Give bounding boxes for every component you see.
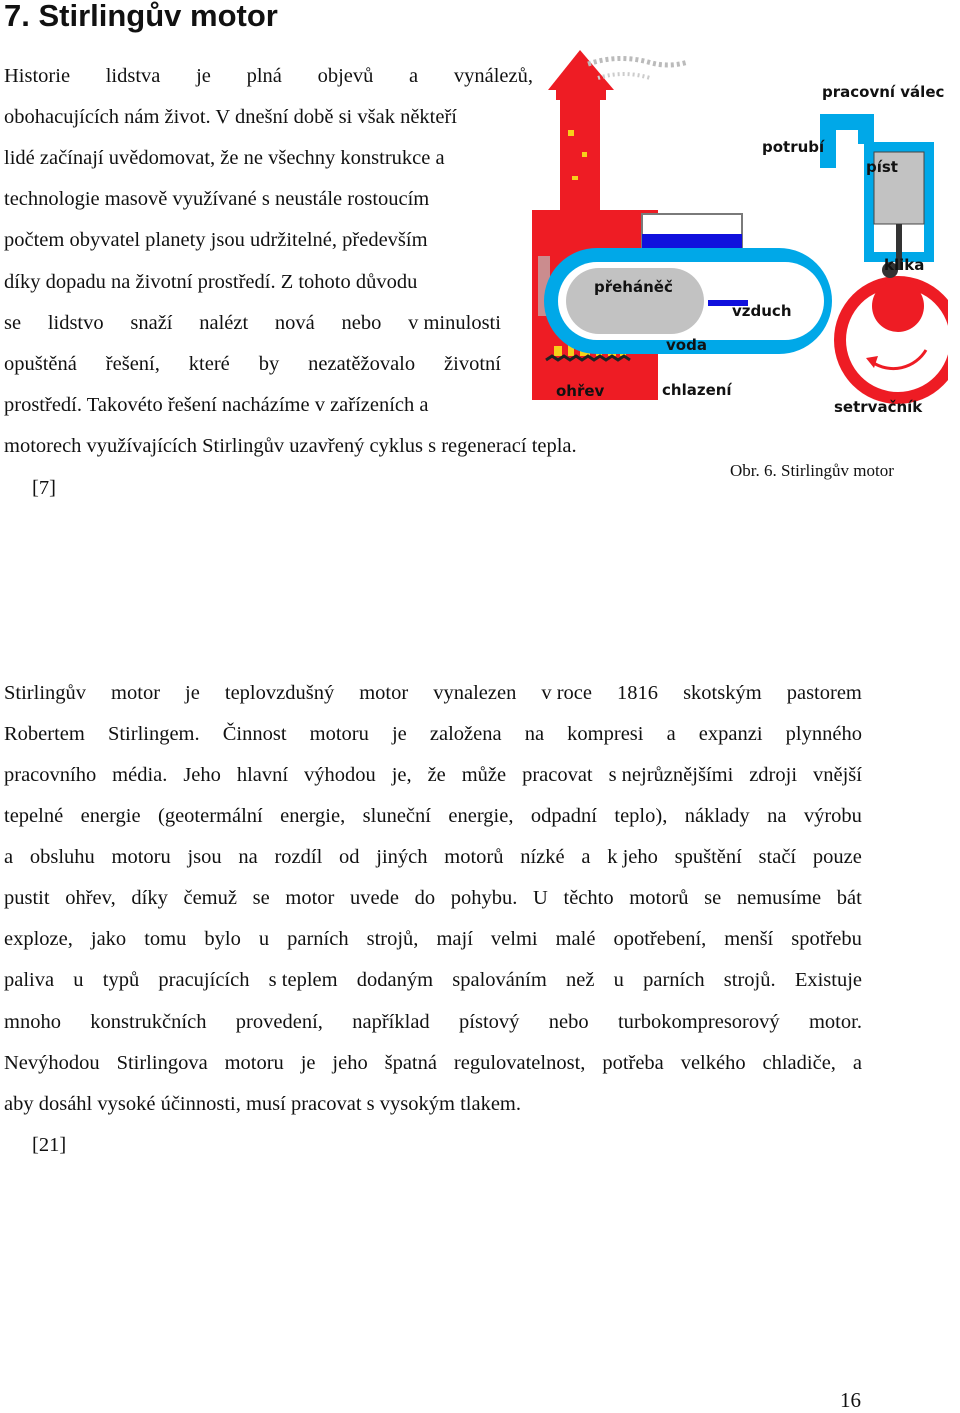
para2-reference: [21] — [32, 1134, 67, 1156]
word: velkého — [680, 1052, 746, 1074]
word: pustit — [4, 887, 50, 909]
word: tomu — [144, 928, 187, 950]
word: a — [581, 846, 591, 868]
word: spuštění — [674, 846, 742, 868]
word: stačí — [758, 846, 797, 868]
para2-line-6 — [4, 886, 862, 910]
word: chladiče, — [762, 1052, 836, 1074]
crank-icon — [872, 280, 924, 332]
label-working-cylinder: pracovní válec — [822, 83, 945, 101]
word: uvede — [350, 887, 399, 909]
word: nízké — [520, 846, 565, 868]
word: v minulosti — [408, 312, 501, 334]
word: snaží — [130, 312, 173, 334]
para2-line-4 — [4, 804, 862, 828]
para2-line-2 — [4, 722, 862, 746]
word: energie, — [280, 805, 346, 827]
word: díky — [131, 887, 168, 909]
word: na — [238, 846, 258, 868]
label-pipe: potrubí — [762, 138, 825, 156]
word: regulovatelnost, — [453, 1052, 586, 1074]
word: plná — [246, 65, 282, 87]
word: a — [4, 846, 14, 868]
label-flywheel: setrvačník — [834, 398, 923, 416]
word: U — [533, 887, 548, 909]
word: motor — [285, 887, 335, 909]
word: může — [461, 764, 507, 786]
word: lidstva — [105, 65, 161, 87]
stirling-engine-diagram — [528, 44, 948, 420]
word: malé — [555, 928, 596, 950]
intro-line-7 — [4, 311, 501, 335]
word: pracovat — [522, 764, 593, 786]
word: provedení, — [235, 1011, 323, 1033]
word: 1816 — [617, 682, 659, 704]
word: nalézt — [199, 312, 249, 334]
word: zdroji — [749, 764, 798, 786]
word: bylo — [204, 928, 241, 950]
label-displacer: přeháněč — [594, 278, 673, 296]
intro-line-1 — [4, 64, 533, 88]
word: s nejrůznějšími — [608, 764, 734, 786]
word: s teplem — [268, 969, 338, 991]
word: životní — [444, 353, 501, 375]
para2-line-8 — [4, 968, 862, 992]
word: konstrukčních — [90, 1011, 207, 1033]
para2-line-11: aby dosáhl vysoké účinnosti, musí pracovat s vysokým tlakem. — [4, 1093, 521, 1115]
intro-line-10: motorech využívajících Stirlingův uzavřený cyklus s regenerací tepla. — [4, 435, 577, 457]
chimney-icon — [548, 50, 688, 210]
word: vnější — [812, 764, 862, 786]
word: vynalezen — [433, 682, 517, 704]
word: Stirlingem. — [107, 723, 200, 745]
word: Existuje — [794, 969, 862, 991]
label-air: vzduch — [732, 302, 792, 320]
label-crank: klika — [884, 256, 925, 274]
word: k jeho — [607, 846, 658, 868]
word: náklady — [684, 805, 750, 827]
word: expanzi — [698, 723, 763, 745]
word: je — [391, 723, 407, 745]
word: sluneční — [362, 805, 431, 827]
word: Činnost — [222, 723, 287, 745]
word: se — [252, 887, 270, 909]
label-cooling: chlazení — [662, 381, 732, 399]
word: pracujících — [158, 969, 250, 991]
word: mají — [436, 928, 473, 950]
word: energie, — [448, 805, 514, 827]
word: parních — [643, 969, 705, 991]
word: bát — [836, 887, 862, 909]
word: strojů, — [366, 928, 419, 950]
word: a — [666, 723, 676, 745]
word: objevů — [317, 65, 374, 87]
word: opotřebení, — [613, 928, 707, 950]
para2-line-5 — [4, 845, 862, 869]
word: spotřebu — [791, 928, 862, 950]
word: turbokompresorový — [617, 1011, 780, 1033]
word: nebo — [341, 312, 382, 334]
word: pohybu. — [450, 887, 518, 909]
word: Jeho — [183, 764, 221, 786]
para2-line-1 — [4, 681, 862, 705]
word: je — [196, 65, 211, 87]
word: než — [565, 969, 595, 991]
word: nová — [274, 312, 315, 334]
word: média. — [112, 764, 168, 786]
word: vynálezů, — [453, 65, 533, 87]
word: na — [767, 805, 787, 827]
intro-line-3: lidé začínají uvědomovat, že ne všechny konstrukce a — [4, 147, 445, 169]
word: Historie — [4, 65, 71, 87]
label-piston: píst — [866, 158, 898, 176]
word: je — [185, 682, 200, 704]
word: motoru — [309, 723, 369, 745]
section-heading: 7. Stirlingův motor — [4, 0, 278, 33]
word: nezatěžovalo — [308, 353, 416, 375]
intro-reference: [7] — [32, 477, 56, 499]
word: typů — [102, 969, 140, 991]
figure-caption: Obr. 6. Stirlingův motor — [730, 461, 894, 480]
word: motor. — [808, 1011, 862, 1033]
word: strojů. — [723, 969, 776, 991]
word: rozdíl — [274, 846, 323, 868]
word: a — [409, 65, 419, 87]
word: do — [414, 887, 436, 909]
word: paliva — [4, 969, 55, 991]
word: pouze — [812, 846, 862, 868]
word: skotským — [683, 682, 762, 704]
word: tepelné — [4, 805, 64, 827]
word: plynného — [785, 723, 862, 745]
pipe-icon — [828, 122, 866, 168]
word: čemuž — [183, 887, 237, 909]
word: motor — [111, 682, 161, 704]
word: obsluhu — [29, 846, 95, 868]
word: u — [73, 969, 84, 991]
word: hlavní — [236, 764, 289, 786]
word: dodaným — [356, 969, 434, 991]
word: výhodou — [304, 764, 376, 786]
word: odpadní — [530, 805, 597, 827]
para2-line-9 — [4, 1010, 862, 1034]
word: u — [258, 928, 270, 950]
intro-line-8 — [4, 352, 501, 376]
word: velmi — [490, 928, 538, 950]
label-heating: ohřev — [556, 382, 605, 400]
word: motorů — [444, 846, 504, 868]
page-number: 16 — [840, 1388, 861, 1412]
word: kompresi — [567, 723, 644, 745]
word: Nevýhodou — [4, 1052, 100, 1074]
word: pastorem — [786, 682, 862, 704]
word: a — [852, 1052, 862, 1074]
word: špatná — [384, 1052, 437, 1074]
word: na — [524, 723, 545, 745]
word: je, — [391, 764, 412, 786]
word: pístový — [459, 1011, 520, 1033]
intro-line-2: obohacujících nám život. V dnešní době si však někteří — [4, 106, 457, 128]
word: motoru — [111, 846, 171, 868]
word: teplovzdušný — [224, 682, 335, 704]
word: exploze, — [4, 928, 73, 950]
word: které — [188, 353, 230, 375]
label-water: voda — [666, 336, 707, 354]
word: od — [339, 846, 360, 868]
word: lidstvo — [47, 312, 104, 334]
word: motoru — [224, 1052, 284, 1074]
word: jeho — [332, 1052, 368, 1074]
word: je — [300, 1052, 316, 1074]
word: motorů — [629, 887, 689, 909]
word: těchto — [563, 887, 614, 909]
word: nemusíme — [736, 887, 822, 909]
word: potřeba — [602, 1052, 664, 1074]
word: energie — [80, 805, 141, 827]
word: u — [613, 969, 624, 991]
intro-line-5: počtem obyvatel planety jsou udržitelné, především — [4, 229, 428, 251]
word: parních — [287, 928, 349, 950]
word: motor — [359, 682, 409, 704]
word: by — [258, 353, 280, 375]
word: řešení, — [105, 353, 160, 375]
word: Robertem — [4, 723, 85, 745]
word: například — [352, 1011, 430, 1033]
word: se — [4, 312, 22, 334]
intro-line-4: technologie masově využívané s neustále rostoucím — [4, 188, 430, 210]
word: jako — [90, 928, 127, 950]
word: (geotermální — [158, 805, 263, 827]
word: že — [427, 764, 446, 786]
word: nebo — [548, 1011, 589, 1033]
para2-line-10 — [4, 1051, 862, 1075]
word: jiných — [376, 846, 428, 868]
word: teplo), — [614, 805, 668, 827]
para2-line-7 — [4, 927, 862, 951]
word: menší — [724, 928, 774, 950]
intro-line-6: díky dopadu na životní prostředí. Z tohoto důvodu — [4, 271, 418, 293]
word: ohřev, — [65, 887, 116, 909]
word: spalováním — [452, 969, 547, 991]
word: pracovního — [4, 764, 97, 786]
word: jsou — [187, 846, 222, 868]
word: Stirlingův — [4, 682, 87, 704]
word: založena — [429, 723, 502, 745]
intro-line-9: prostředí. Takovéto řešení nacházíme v zařízeních a — [4, 394, 429, 416]
word: v roce — [541, 682, 593, 704]
para2-line-3 — [4, 763, 862, 787]
word: Stirlingova — [116, 1052, 208, 1074]
word: opuštěná — [4, 353, 77, 375]
word: mnoho — [4, 1011, 61, 1033]
word: výrobu — [803, 805, 862, 827]
word: se — [704, 887, 722, 909]
